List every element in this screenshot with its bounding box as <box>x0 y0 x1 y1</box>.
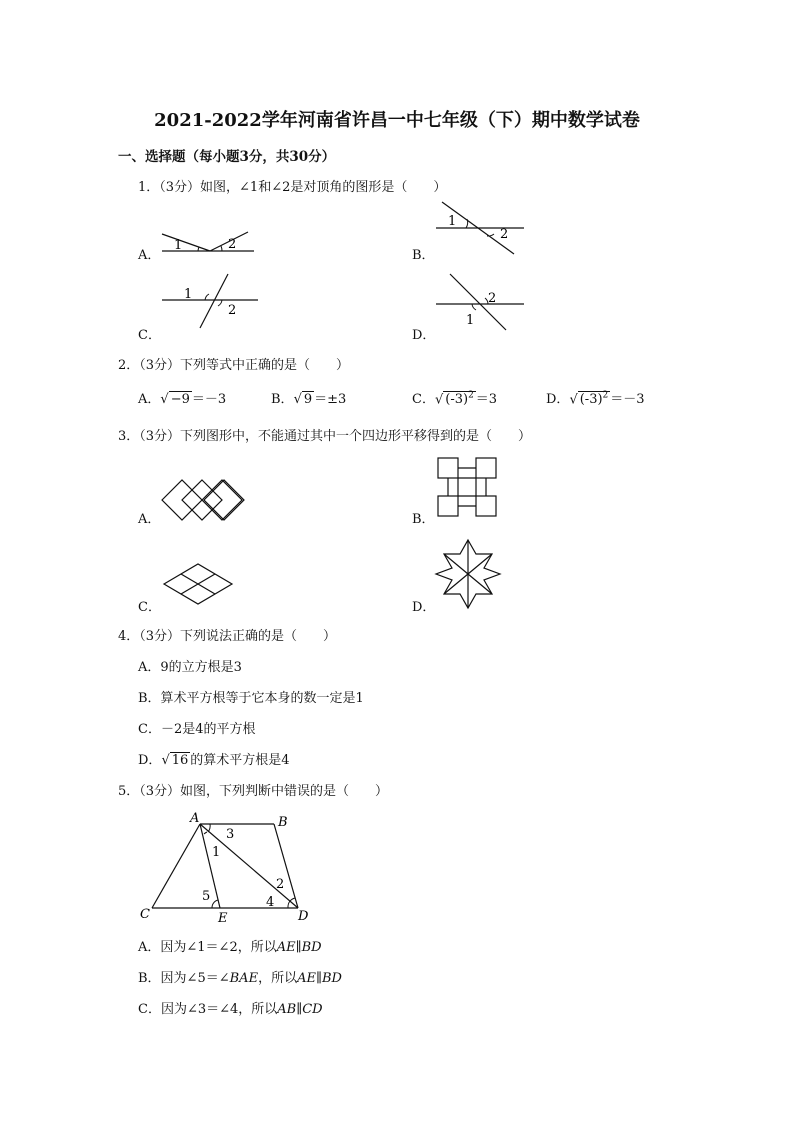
q5-angle-5: 5 <box>202 889 211 904</box>
q1-option-c-label: C． <box>138 328 161 343</box>
q2-option-c-prefix: C． <box>412 392 435 407</box>
q4-option-a: A．9的立方根是3 <box>138 660 242 675</box>
q4-option-b: B．算术平方根等于它本身的数一定是1 <box>138 691 364 706</box>
q1-option-d-label: D． <box>412 328 436 343</box>
sqrt-symbol-q4: √ 16 <box>161 753 189 768</box>
q5-angle-2: 2 <box>276 877 285 892</box>
q2-option-d-prefix: D． <box>546 392 570 407</box>
q3-option-c-label: C． <box>138 600 161 615</box>
q2-option-d <box>546 388 645 407</box>
q5-c-premise: C．因为∠3＝∠4，所以 <box>138 1002 278 1017</box>
q2-c-exponent: 2 <box>468 390 474 401</box>
sqrt-symbol-c: √ $(-3)^2$ <box>434 390 474 407</box>
q5-point-d: D <box>298 909 309 924</box>
question-2-stem: 2．（3分）下列等式中正确的是（ ） <box>118 358 350 373</box>
q5-angle-3: 3 <box>226 827 235 842</box>
q1b-angle-1-label: 1 <box>448 214 457 229</box>
q1c-angle-1-label: 1 <box>184 287 193 302</box>
q5-point-e: E <box>218 911 228 926</box>
q4-option-d <box>138 749 290 768</box>
q2-c-result: ＝3 <box>475 392 498 407</box>
q5-b-conclusion: AE∥BD <box>297 971 342 986</box>
q1a-angle-1-label: 1 <box>174 238 183 253</box>
q3-figure-a-rhombus-chain <box>160 478 248 522</box>
q5-point-b: B <box>278 815 288 830</box>
section-heading: 一、选择题（每小题3分，共30分） <box>118 149 336 165</box>
q5-b-premise: B．因为∠5＝∠ <box>138 971 230 986</box>
q4-d-text: 的算术平方根是4 <box>190 753 290 768</box>
q1-option-b-label: B． <box>412 248 435 263</box>
question-3-stem: 3．（3分）下列图形中，不能通过其中一个四边形平移得到的是（ ） <box>118 429 532 444</box>
q2-c-radicand: (-3) <box>445 392 469 407</box>
sqrt-symbol-b: √ 9 <box>293 392 313 407</box>
q5-a-conclusion: AE∥BD <box>276 940 322 955</box>
q2-b-radicand: 9 <box>303 392 313 407</box>
q5-point-a: A <box>190 811 200 826</box>
q1-option-a-label: A． <box>138 248 161 263</box>
q2-a-radicand: −9 <box>170 392 190 407</box>
q5-option-b <box>138 967 342 986</box>
q5-a-premise: A．因为∠1＝∠2，所以 <box>138 940 277 955</box>
q4-option-d-prefix: D． <box>138 753 162 768</box>
q3-figure-b-squares <box>436 456 500 520</box>
q1d-angle-2-label: 2 <box>488 291 497 306</box>
page-title: 2021-2022学年河南省许昌一中七年级（下）期中数学试卷 <box>154 110 640 131</box>
q1-figure-d <box>436 272 528 334</box>
q5-angle-1: 1 <box>212 845 221 860</box>
q2-d-exponent: 2 <box>602 390 609 401</box>
q3-option-d-label: D． <box>412 600 436 615</box>
q1c-angle-2-label: 2 <box>228 303 237 318</box>
q5-b-angle-name: BAE <box>229 971 259 986</box>
q2-option-a-prefix: A． <box>138 392 161 407</box>
q2-a-result: ＝－3 <box>191 392 227 407</box>
q1-figure-b <box>436 198 528 256</box>
q3-option-a-label: A． <box>138 512 161 527</box>
q1a-angle-2-label: 2 <box>228 237 237 252</box>
question-1-stem: 1．（3分）如图，∠1和∠2是对顶角的图形是（ ） <box>138 180 447 195</box>
q3-figure-c-rhombus-grid <box>162 562 234 606</box>
q5-c-conclusion: AB∥CD <box>277 1002 323 1017</box>
sqrt-symbol-a: √ −9 <box>160 392 190 407</box>
q5-point-c: C <box>140 907 150 922</box>
q5-trapezoid-figure <box>138 810 318 926</box>
q2-b-result: ＝±3 <box>314 392 347 407</box>
question-5-stem: 5．（3分）如图，下列判断中错误的是（ ） <box>118 784 389 799</box>
q2-d-radicand: (-3) <box>579 392 603 407</box>
q1b-angle-2-label: 2 <box>500 227 509 242</box>
q2-d-result: ＝－3 <box>610 392 645 407</box>
q2-option-c <box>412 388 497 407</box>
sqrt-symbol-d: √ $(-3)^2$ <box>569 390 609 407</box>
q5-b-connector: ，所以 <box>258 971 298 986</box>
q1-figure-a <box>160 228 260 260</box>
q3-figure-d-star <box>434 538 502 610</box>
q5-angle-4: 4 <box>266 895 275 910</box>
q4-option-c: C．－2是4的平方根 <box>138 722 256 737</box>
q5-option-a <box>138 936 322 955</box>
q3-option-b-label: B． <box>412 512 435 527</box>
q2-option-b <box>271 388 346 407</box>
q2-option-b-prefix: B． <box>271 392 294 407</box>
question-4-stem: 4．（3分）下列说法正确的是（ ） <box>118 629 337 644</box>
q1-figure-c <box>160 272 260 330</box>
q5-option-c <box>138 998 323 1017</box>
q2-option-a <box>138 388 226 407</box>
q4-d-radicand: 16 <box>171 753 189 768</box>
q1d-angle-1-label: 1 <box>466 313 475 328</box>
